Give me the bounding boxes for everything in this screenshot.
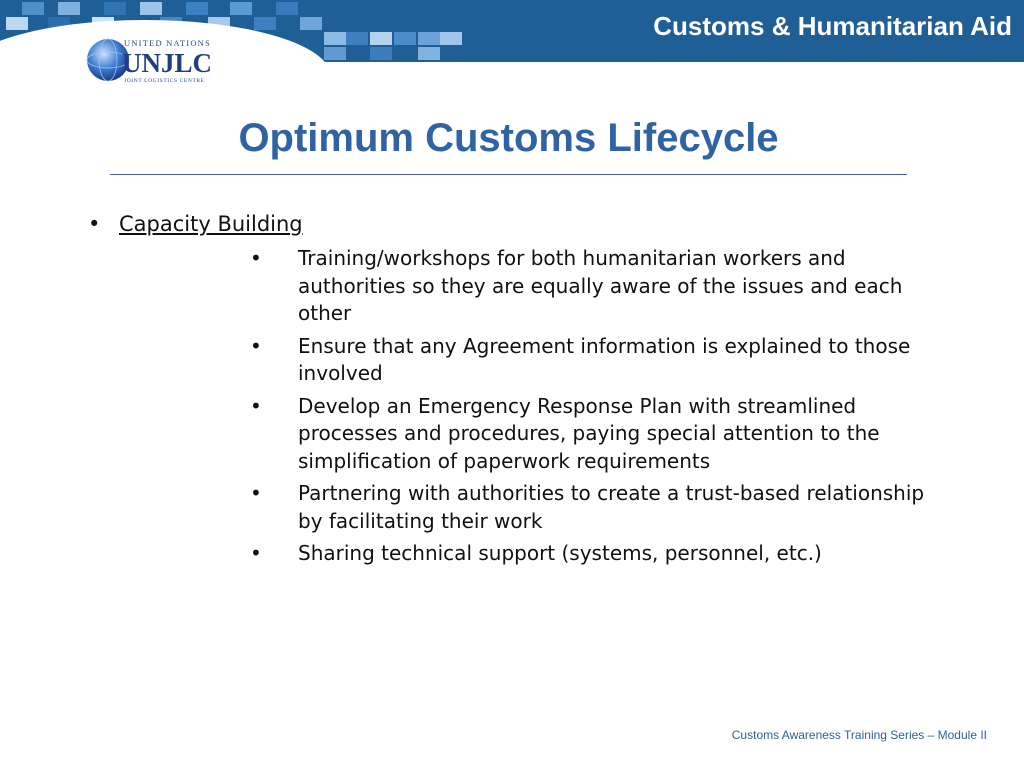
bullet-icon: •: [250, 481, 262, 505]
decor-tile: [6, 17, 28, 30]
sub-bullet-list: [250, 245, 950, 573]
sub-bullet-text: Training/workshops for both humanitarian workers and authorities so they are equally aware of the issues and each other: [298, 246, 903, 325]
bullet-icon: •: [88, 212, 101, 236]
sub-bullet-text: Develop an Emergency Response Plan with streamlined processes and procedures, paying special attention to the simplification of paperwork requirements: [298, 393, 880, 473]
decor-tile: [418, 32, 440, 45]
logo-org-line: UNITED NATIONS: [124, 38, 211, 48]
main-bullet-label: Capacity Building: [119, 212, 303, 236]
decor-tile: [104, 2, 126, 15]
decor-tile: [346, 32, 368, 45]
decor-tile: [440, 32, 462, 45]
decor-tile: [230, 2, 252, 15]
bullet-icon: •: [250, 333, 262, 358]
decor-tile: [186, 2, 208, 15]
decor-tile: [300, 17, 322, 30]
decor-tile: [276, 2, 298, 15]
decor-tile: [58, 2, 80, 15]
decor-tile: [370, 32, 392, 45]
decor-tile: [394, 32, 416, 45]
sub-bullet-text: Ensure that any Agreement information is explained to those involved: [298, 333, 911, 385]
header-title: Customs & Humanitarian Aid: [653, 11, 1012, 41]
decor-tile: [418, 47, 440, 60]
footer-text: Customs Awareness Training Series – Module II: [731, 728, 987, 742]
decor-tile: [140, 2, 162, 15]
logo-acronym: UNJLC: [122, 48, 213, 78]
sub-bullet-text: Partnering with authorities to create a trust-based relationship by facilitating their work: [298, 481, 925, 533]
slide-title: Optimum Customs Lifecycle: [238, 116, 779, 160]
bullet-icon: •: [250, 246, 262, 270]
sub-bullet-text: Sharing technical support (systems, personnel, etc.): [298, 541, 822, 565]
decor-tile: [254, 17, 276, 30]
logo-subline: JOINT LOGISTICS CENTRE: [124, 78, 205, 84]
title-divider: [110, 174, 907, 175]
bullet-icon: •: [250, 541, 262, 565]
sub-bullet-item: [250, 540, 950, 568]
sub-bullet-item: [250, 245, 950, 328]
sub-bullet-item: [250, 333, 950, 388]
sub-bullet-item: [250, 480, 950, 535]
sub-bullet-item: [250, 393, 950, 476]
decor-tile: [370, 47, 392, 60]
decor-tile: [324, 47, 346, 60]
bullet-icon: •: [250, 393, 262, 418]
decor-tile: [324, 32, 346, 45]
decor-tile: [22, 2, 44, 15]
unjlc-logo: [84, 34, 234, 94]
